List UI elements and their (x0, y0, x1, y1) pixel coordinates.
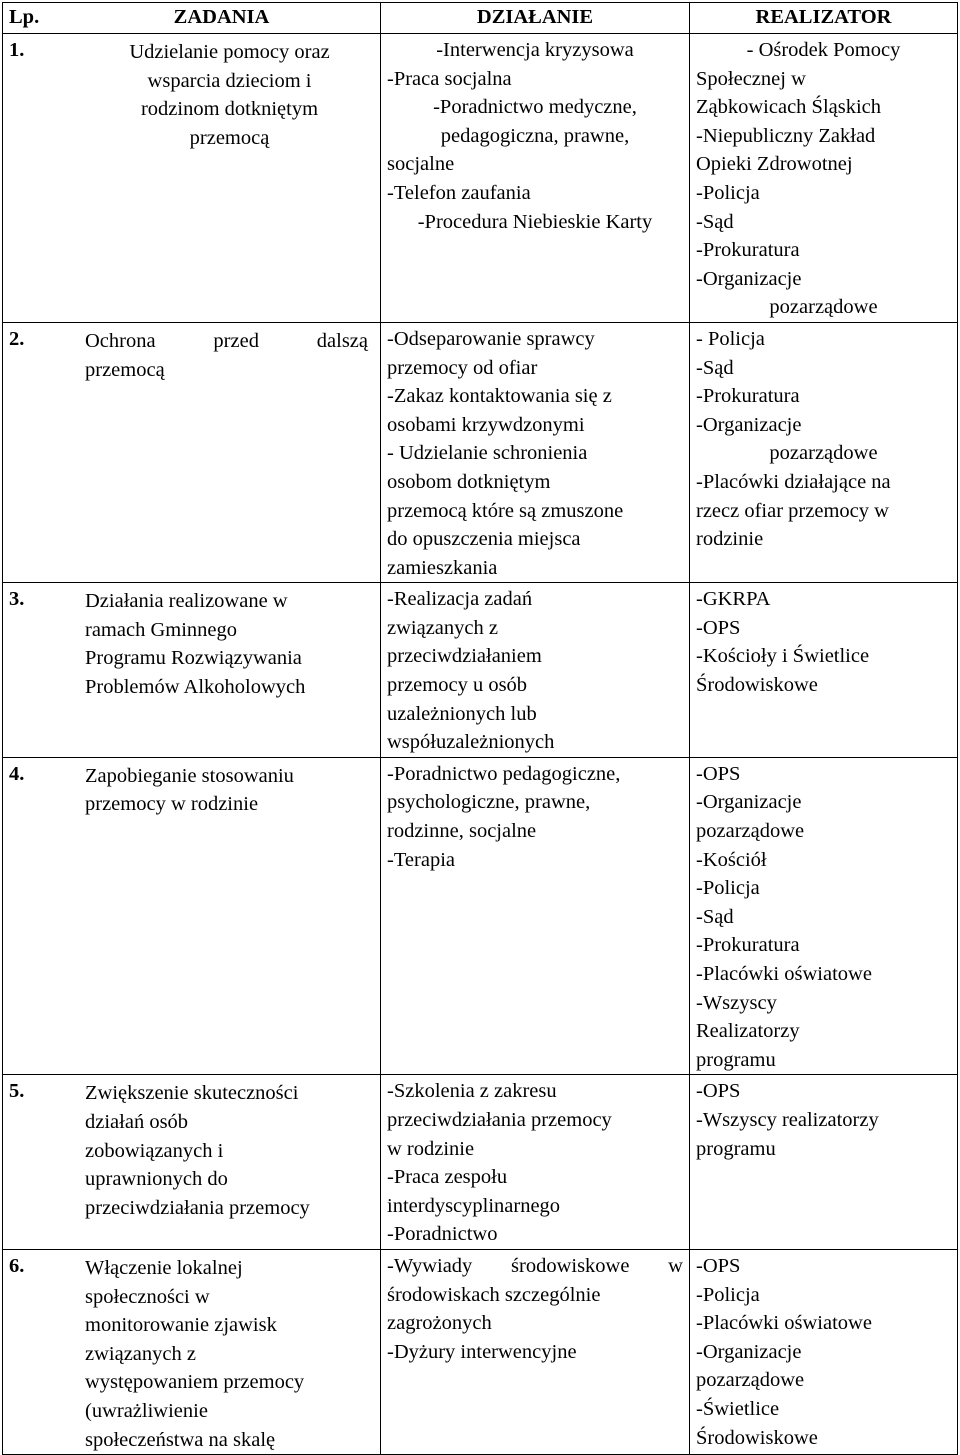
realizator-cell (690, 34, 958, 323)
realizator-line: -OPS (696, 616, 741, 639)
realizator-line: programu (696, 1048, 776, 1071)
realizator-line: -Organizacje (696, 267, 802, 290)
realizator-line: - Policja (696, 327, 765, 350)
realizator-line: -Sąd (696, 210, 734, 233)
action-line: -Wywiady środowiskowe w (387, 1254, 683, 1277)
action-line: -Szkolenia z zakresu (387, 1080, 557, 1103)
task-line: występowaniem przemocy (85, 1371, 305, 1394)
action-line: -Telefon zaufania (387, 181, 531, 204)
action-line: w rodzinie (387, 1137, 475, 1160)
table-row (3, 583, 958, 758)
realizator-line: -Policja (696, 181, 760, 204)
row-number: 4. (9, 762, 25, 785)
action-line: -Praca zespołu (387, 1166, 508, 1189)
task-line: związanych z (85, 1342, 196, 1365)
action-line: przemocą które są zmuszone (387, 499, 624, 522)
task-line: Ochrona przed dalszą (85, 329, 368, 352)
realizator-line: Opieki Zdrowotnej (696, 153, 853, 176)
task-line: rodzinom dotkniętym (140, 98, 319, 121)
task-line: wsparcia dzieciom i (147, 69, 312, 92)
realizator-line: programu (696, 1137, 776, 1160)
realizator-line: pozarządowe (696, 820, 805, 843)
realizator-line: Ząbkowicach Śląskich (696, 96, 882, 119)
action-cell (381, 34, 690, 323)
realizator-cell (690, 1249, 958, 1454)
realizator-line: Środowiskowe (696, 1426, 818, 1449)
action-line: -Praca socjalna (387, 67, 512, 90)
action-cell (381, 757, 690, 1075)
task-line: monitorowanie zjawisk (85, 1314, 277, 1337)
realizator-line: -Policja (696, 1283, 760, 1306)
realizator-line: pozarządowe (696, 1369, 805, 1392)
action-line: -Poradnictwo (387, 1223, 498, 1246)
action-line: -Procedura Niebieskie Karty (417, 210, 653, 233)
realizator-line: -Sąd (696, 356, 734, 379)
task-line: Włączenie lokalnej (85, 1256, 243, 1279)
table-row (3, 1075, 958, 1250)
header-zadania-label: ZADANIA (173, 6, 270, 28)
header-zadania (3, 3, 381, 34)
task-line: przemocy w rodzinie (85, 793, 259, 816)
task-line: ramach Gminnego (85, 618, 237, 641)
realizator-line: -Prokuratura (696, 385, 800, 408)
action-cell (381, 1075, 690, 1250)
action-line: -Poradnictwo pedagogiczne, (387, 762, 621, 785)
row-number: 2. (9, 327, 25, 350)
action-line: związanych z (387, 616, 498, 639)
action-line: -Interwencja kryzysowa (436, 39, 634, 61)
header-lp: Lp. (9, 6, 40, 28)
task-line: uprawnionych do (85, 1168, 228, 1191)
task-cell (3, 583, 381, 758)
action-line: pedagogiczna, prawne, (440, 124, 630, 147)
action-line: -Dyżury interwencyjne (387, 1340, 577, 1363)
realizator-line: Środowiskowe (696, 674, 818, 697)
realizator-line: -Organizacje (696, 1340, 802, 1363)
realizator-line: -Prokuratura (696, 934, 800, 957)
realizator-line: -Wszyscy realizatorzy (696, 1108, 879, 1131)
action-cell (381, 583, 690, 758)
row-number: 6. (9, 1254, 25, 1277)
table-row (3, 757, 958, 1075)
realizator-cell (690, 1075, 958, 1250)
realizator-line: Realizatorzy (696, 1020, 800, 1043)
realizator-line: pozarządowe (769, 442, 878, 465)
task-line: przeciwdziałania przemocy (85, 1196, 310, 1219)
realizator-line: -OPS (696, 1080, 741, 1103)
realizator-line: -Wszyscy (696, 991, 777, 1014)
realizator-line: - Ośrodek Pomocy (746, 39, 901, 61)
realizator-line: Społecznej w (696, 67, 806, 90)
action-line: -Terapia (387, 848, 455, 871)
task-line: Działania realizowane w (85, 590, 288, 613)
action-line: -Realizacja zadań (387, 588, 533, 611)
realizator-cell (690, 757, 958, 1075)
task-line: Zapobieganie stosowaniu (85, 764, 294, 787)
task-line: Udzielanie pomocy oraz (129, 41, 330, 63)
task-line: Programu Rozwiązywania (85, 647, 302, 670)
realizator-line: -Placówki oświatowe (696, 963, 872, 985)
action-line: środowiskach szczególnie (387, 1283, 601, 1306)
task-cell (3, 1249, 381, 1454)
realizator-line: -OPS (696, 762, 741, 785)
tasks-table (2, 2, 958, 1455)
realizator-line: -Prokuratura (696, 239, 800, 262)
action-line: osobami krzywdzonymi (387, 413, 585, 436)
action-line: -Poradnictwo medyczne, (433, 96, 637, 119)
action-cell (381, 1249, 690, 1454)
realizator-line: -Organizacje (696, 791, 802, 814)
task-cell (3, 322, 381, 582)
task-line: Problemów Alkoholowych (85, 676, 306, 699)
realizator-line: -Kościół (696, 848, 767, 871)
action-line: rodzinne, socjalne (387, 820, 537, 843)
action-line: - Udzielanie schronienia (387, 442, 588, 465)
table-row (3, 34, 958, 323)
action-line: uzależnionych lub (387, 702, 537, 725)
realizator-line: -Organizacje (696, 413, 802, 436)
action-line: przemocy u osób (387, 674, 528, 697)
action-line: przeciwdziałaniem (387, 645, 542, 668)
task-line: przemocą (189, 126, 270, 149)
task-line: zobowiązanych i (85, 1139, 224, 1162)
realizator-line: -Policja (696, 877, 760, 900)
table-row (3, 322, 958, 582)
realizator-cell (690, 583, 958, 758)
action-line: przeciwdziałania przemocy (387, 1108, 612, 1131)
realizator-cell (690, 322, 958, 582)
realizator-line: -Niepubliczny Zakład (696, 124, 876, 147)
header-row (3, 3, 958, 34)
task-line: społeczności w (85, 1285, 210, 1308)
header-realizator: REALIZATOR (690, 3, 958, 34)
task-cell (3, 1075, 381, 1250)
realizator-line: -Sąd (696, 905, 734, 928)
task-cell (3, 757, 381, 1075)
realizator-line: -OPS (696, 1254, 741, 1277)
row-number: 3. (9, 588, 25, 611)
action-line: -Zakaz kontaktowania się z (387, 385, 612, 408)
row-number: 5. (9, 1080, 25, 1103)
realizator-line: -Placówki działające na (696, 470, 891, 493)
action-line: socjalne (387, 153, 455, 176)
action-cell (381, 322, 690, 582)
realizator-line: rzecz ofiar przemocy w (696, 499, 889, 522)
realizator-line: -Placówki oświatowe (696, 1312, 872, 1335)
task-cell (3, 34, 381, 323)
realizator-line: rodzinie (696, 528, 764, 551)
row-number: 1. (9, 39, 25, 61)
action-line: do opuszczenia miejsca (387, 528, 581, 551)
table-row (3, 1249, 958, 1454)
action-line: -Odseparowanie sprawcy (387, 327, 595, 350)
header-dzialanie: DZIAŁANIE (381, 3, 690, 34)
task-line: przemocą (85, 358, 165, 381)
task-line: społeczeństwa na skalę (85, 1428, 276, 1451)
realizator-line: -Kościoły i Świetlice (696, 645, 870, 668)
action-line: zamieszkania (387, 556, 498, 579)
realizator-line: pozarządowe (769, 296, 878, 319)
task-line: działań osób (85, 1110, 189, 1133)
task-line: Zwiększenie skuteczności (85, 1082, 299, 1105)
realizator-line: -Świetlice (696, 1397, 780, 1420)
action-line: zagrożonych (387, 1312, 492, 1335)
task-line: (uwrażliwienie (85, 1399, 208, 1422)
action-line: interdyscyplinarnego (387, 1194, 561, 1217)
action-line: psychologiczne, prawne, (387, 791, 591, 814)
action-line: osobom dotkniętym (387, 470, 551, 493)
action-line: przemocy od ofiar (387, 356, 538, 379)
realizator-line: -GKRPA (696, 588, 771, 611)
action-line: współuzależnionych (387, 731, 555, 754)
